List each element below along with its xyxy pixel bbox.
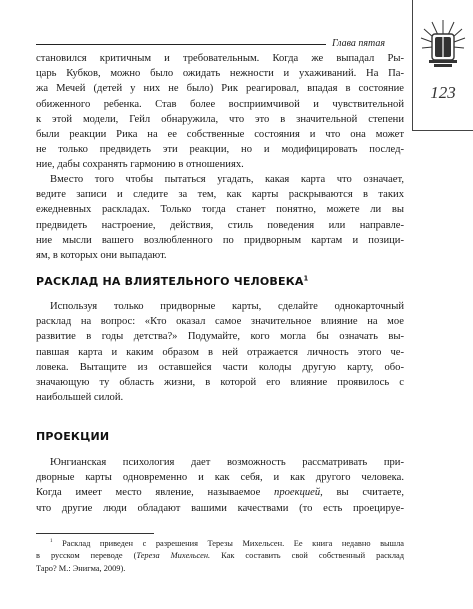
- text-line: становился критичным и требовательным. Когда же выпадал Ры-: [36, 53, 404, 64]
- text-line: павшая карта и каким образом в ней отражается личность этого че-: [36, 346, 404, 358]
- text-line: что другие люди обладают вашими качествами (то есть проецируе-: [36, 502, 404, 514]
- section-heading-projections: ПРОЕКЦИИ: [36, 430, 110, 443]
- running-head: Глава пятая: [332, 38, 386, 49]
- text-line: ведите записи и следите за тем, как карты раскрываются в таких: [36, 189, 404, 201]
- footnote-marker: 1: [303, 274, 309, 283]
- emphasized-author: Тереза Михельсен.: [136, 551, 211, 561]
- text-line: жа Мечей (детей у них не было) Рик реагировал, впадая в состояние: [36, 83, 404, 95]
- section-heading-text: РАСКЛАД НА ВЛИЯТЕЛЬНОГО ЧЕЛОВЕКА: [36, 275, 304, 288]
- text-line: ловека. Вытащите из оставшейся части колоды другую карту, обо-: [36, 361, 404, 373]
- text-line: не только предвидеть эти реакции, но и модифицировать послед-: [36, 144, 404, 156]
- text-line: ежедневных раскладах. Только тогда станет понятно, можете ли вы: [36, 204, 404, 216]
- footnote-rule: [36, 533, 154, 534]
- paragraph-4: [36, 455, 404, 516]
- text-span: Как составить свой собственный расклад: [210, 551, 405, 561]
- text-line: Юнгианская психология дает возможность рассматривать при-: [50, 457, 404, 468]
- radiant-book-emblem-icon: [420, 16, 466, 78]
- paragraph-1: [36, 51, 404, 173]
- text-line: были реакции Рика на ее собственные состояния и что она может: [36, 129, 404, 141]
- text-line: к этой модели, Гейл обнаружила, что это в значительной степени: [36, 113, 404, 125]
- text-line: обиженного ребенка. Став более восприимчивой и чувствительной: [36, 98, 404, 110]
- footnote: [36, 538, 404, 575]
- text-line-with-term: [36, 485, 404, 500]
- text-line: ние мысли вашего возлюбленного по придворным картам и позици-: [36, 234, 404, 246]
- emphasized-term: проекцией: [274, 487, 321, 499]
- footnote-line: [36, 538, 404, 550]
- text-line: Используя только придворные карты, сделайте однокарточный: [50, 301, 404, 312]
- text-line: ние, дабы сохранять гармонию в отношениях.: [36, 159, 244, 171]
- text-span: в русском переводе (: [36, 551, 137, 561]
- text-line: ям, в которых они выпадают.: [36, 250, 167, 262]
- footnote-line: [36, 550, 404, 562]
- footnote-marker: 1: [50, 539, 53, 545]
- paragraph-2: [36, 172, 404, 263]
- text-line: царь Кубков, можно было ожидать нежности и ухаживаний. На Па-: [36, 68, 404, 80]
- text-span: , вы считаете,: [320, 487, 404, 499]
- text-line: значающую ту область жизни, в которой его влияние проявилось с: [36, 377, 404, 389]
- header-rule: [36, 44, 326, 45]
- text-span: Когда имеет место явление, называемое: [36, 487, 275, 499]
- paragraph-3: [36, 299, 404, 405]
- text-line: Вместо того чтобы пытаться угадать, какая карта что означает,: [50, 174, 404, 185]
- footnote-line: Таро? М.: Энигма, 2009).: [36, 563, 126, 573]
- text-line: дворные карты одновременно и как себя, и как другого человека.: [36, 472, 404, 484]
- text-line: расклад на вопрос: «Кто оказал самое значительное влияние на мое: [36, 316, 404, 328]
- text-line: предвидеть настроение, действия, стиль поведения или направле-: [36, 219, 404, 231]
- text-line: наибольшей силой.: [36, 392, 124, 404]
- text-span: Расклад приведен с разрешения Терезы Михельсен. Ее книга недавно вышла: [62, 539, 405, 548]
- text-line: развитие в годы детства?» Подумайте, кого могла бы означать вы-: [36, 331, 404, 343]
- page-number: 123: [430, 83, 456, 102]
- section-heading-influential-person: [36, 275, 308, 288]
